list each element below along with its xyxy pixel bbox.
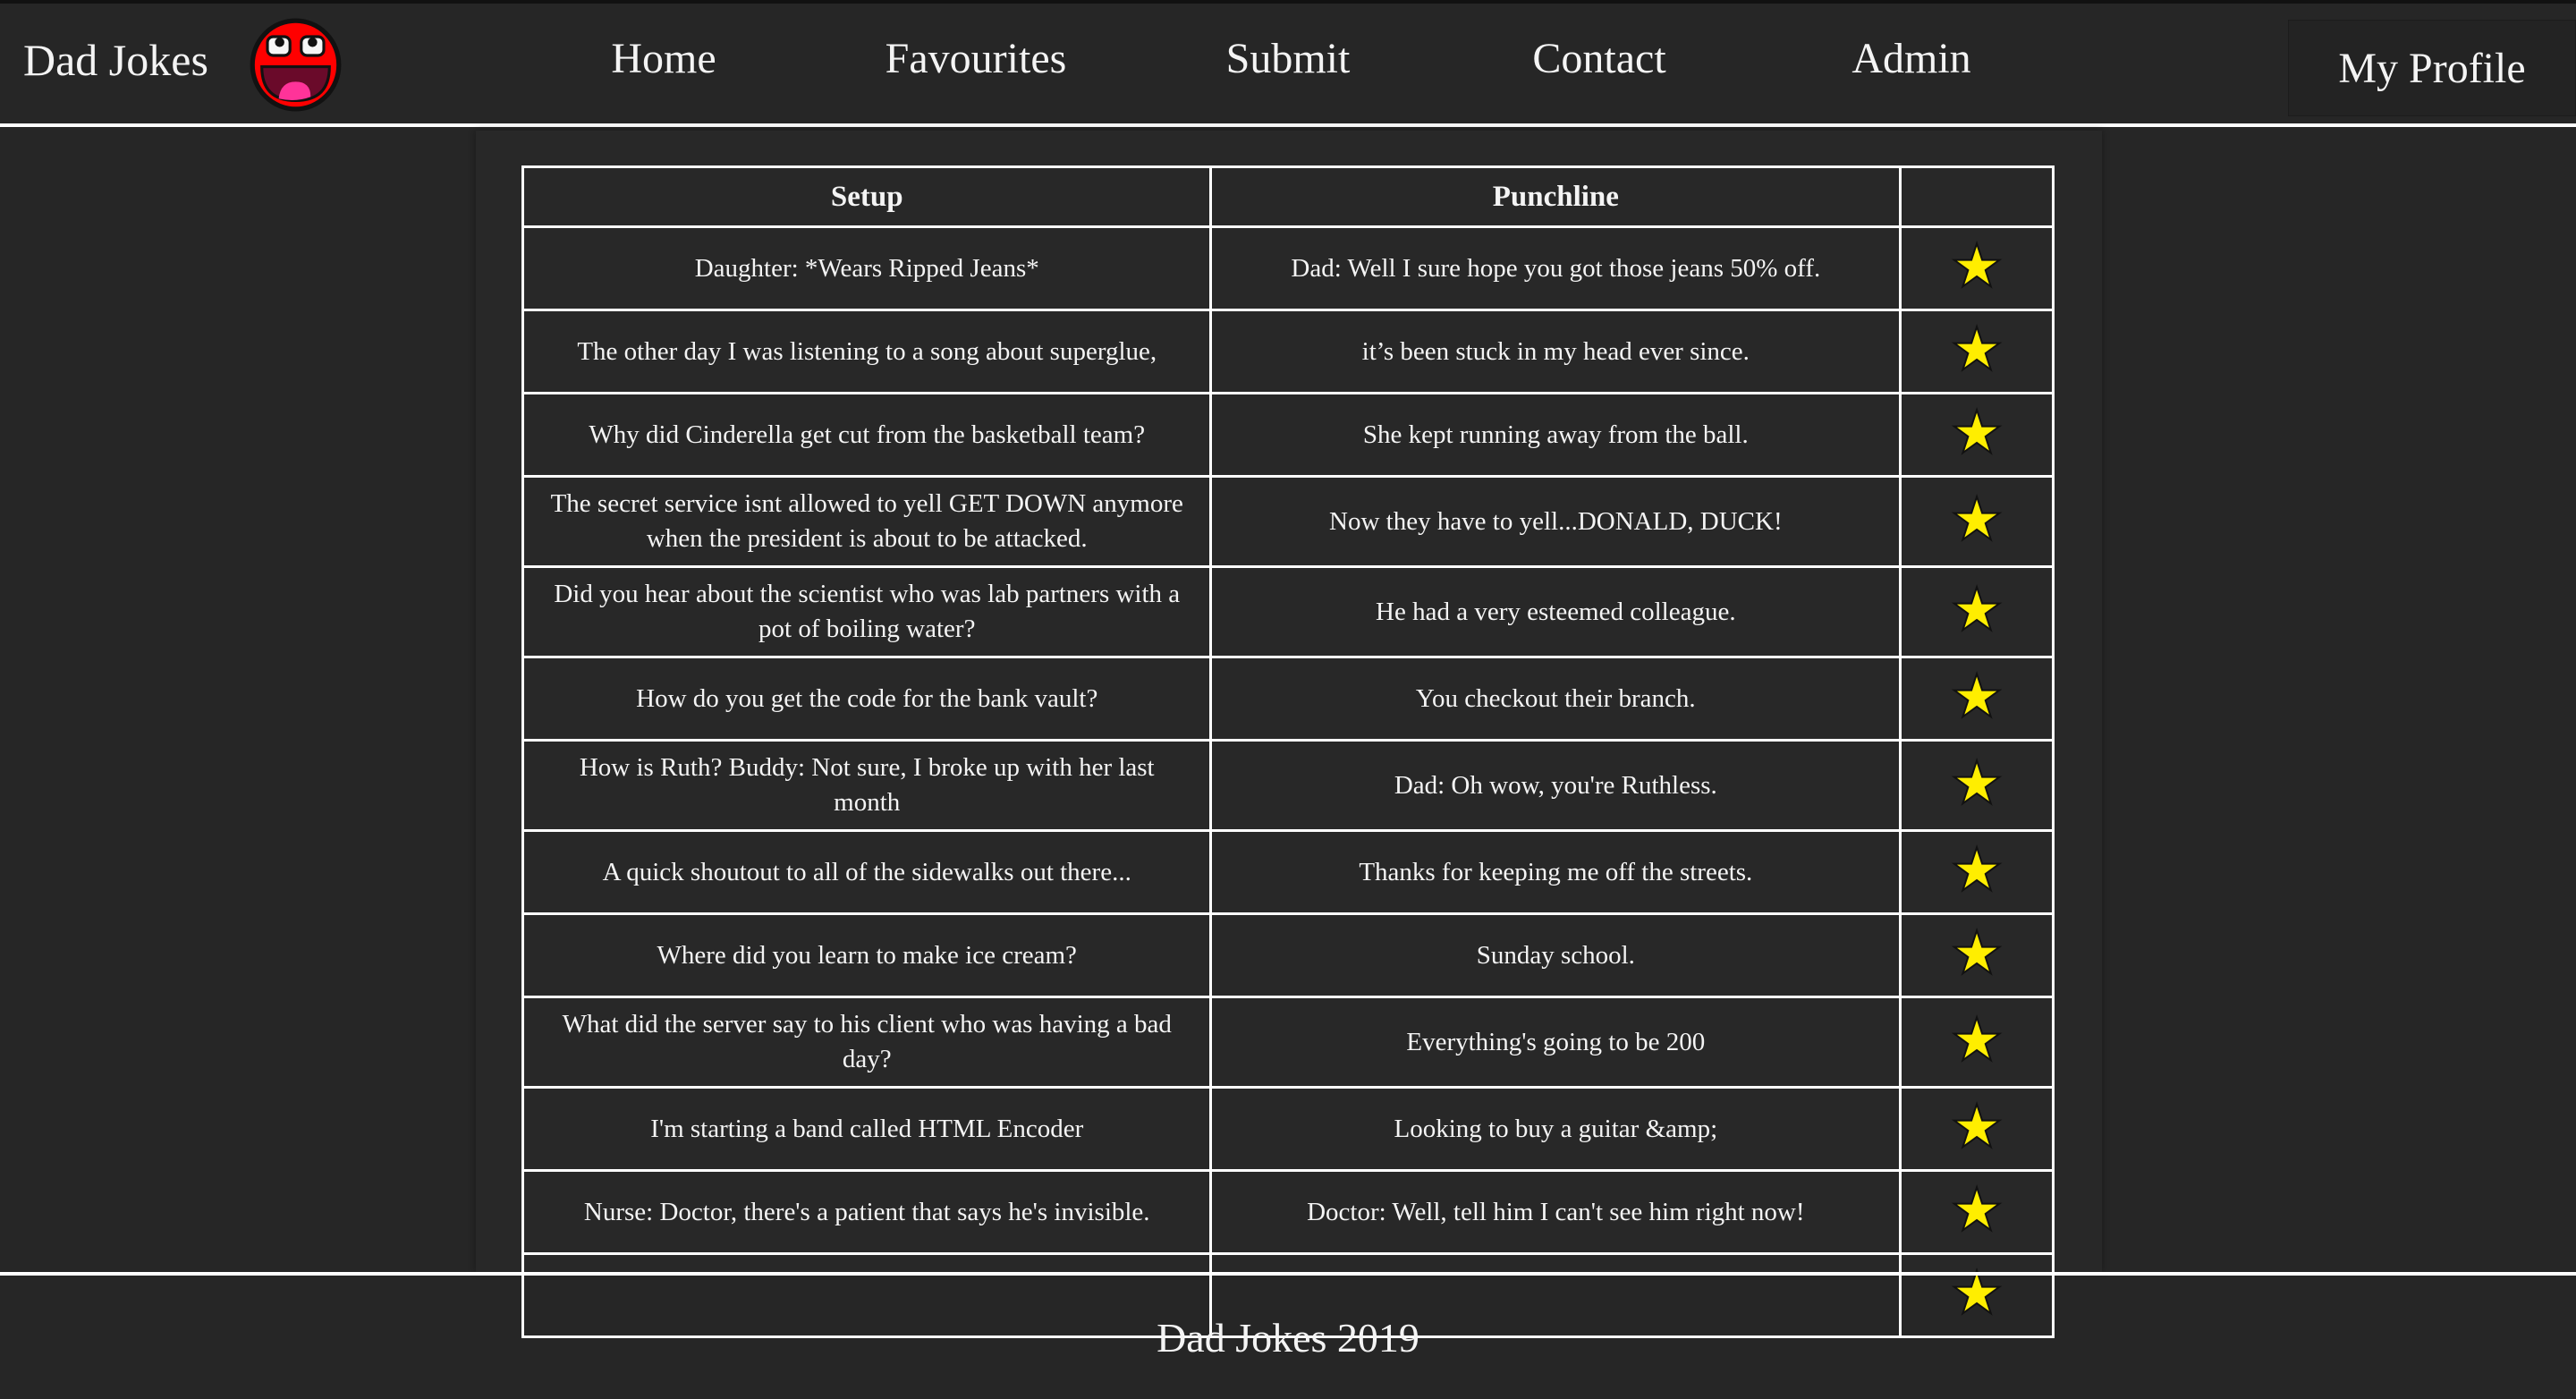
favourite-cell [1901,831,2054,914]
star-favourite-icon[interactable]: ★ [1950,1178,2004,1243]
favourite-cell [1901,1088,2054,1171]
setup-cell: I'm starting a band called HTML Encoder [523,1088,1211,1171]
punchline-cell: He had a very esteemed colleague. [1211,567,1901,657]
star-favourite-icon[interactable]: ★ [1950,1008,2004,1073]
setup-cell: The other day I was listening to a song about superglue, [523,310,1211,394]
favourite-cell [1901,741,2054,831]
favourite-cell [1901,1171,2054,1254]
favourite-cell [1901,914,2054,997]
setup-cell: A quick shoutout to all of the sidewalks out there... [523,831,1211,914]
setup-cell: Nurse: Doctor, there's a patient that says he's invisible. [523,1171,1211,1254]
punchline-cell: Thanks for keeping me off the streets. [1211,831,1901,914]
brand-title[interactable]: Dad Jokes [23,35,208,85]
favourite-cell [1901,394,2054,477]
table-row [523,394,2054,477]
nav-contact[interactable]: Contact [1532,35,1666,82]
favourite-cell [1901,477,2054,567]
navbar [0,4,2576,127]
punchline-cell: You checkout their branch. [1211,657,1901,741]
star-favourite-icon[interactable]: ★ [1950,401,2004,466]
star-favourite-icon[interactable]: ★ [1950,578,2004,643]
star-favourite-icon[interactable]: ★ [1950,318,2004,383]
favourite-cell [1901,657,2054,741]
star-favourite-icon[interactable]: ★ [1950,921,2004,987]
punchline-cell: Dad: Well I sure hope you got those jeans 50% off. [1211,227,1901,310]
awesome-face-logo-icon[interactable] [249,18,343,112]
star-favourite-icon[interactable]: ★ [1950,665,2004,730]
setup-cell: Where did you learn to make ice cream? [523,914,1211,997]
footer-text: Dad Jokes 2019 [1157,1314,1419,1361]
header-setup: Setup [523,167,1211,227]
table-row [523,310,2054,394]
punchline-cell: Looking to buy a guitar &amp; [1211,1088,1901,1171]
punchline-cell: Dad: Oh wow, you're Ruthless. [1211,741,1901,831]
nav-favourites[interactable]: Favourites [885,35,1067,82]
punchline-cell: it’s been stuck in my head ever since. [1211,310,1901,394]
punchline-cell: Doctor: Well, tell him I can't see him right now! [1211,1171,1901,1254]
table-row [523,741,2054,831]
star-favourite-icon[interactable]: ★ [1950,838,2004,903]
punchline-cell: Everything's going to be 200 [1211,997,1901,1088]
table-row [523,567,2054,657]
table-row [523,1171,2054,1254]
setup-cell: What did the server say to his client who was having a bad day? [523,997,1211,1088]
table-row [523,477,2054,567]
footer [0,1272,2576,1399]
star-favourite-icon[interactable]: ★ [1950,1261,2004,1327]
setup-cell: How do you get the code for the bank vault? [523,657,1211,741]
punchline-cell: Now they have to yell...DONALD, DUCK! [1211,477,1901,567]
setup-cell: How is Ruth? Buddy: Not sure, I broke up with her last month [523,741,1211,831]
my-profile-button[interactable]: My Profile [2288,20,2576,116]
nav-submit[interactable]: Submit [1225,35,1351,82]
header-punchline: Punchline [1211,167,1901,227]
header-favourite [1901,167,2054,227]
content-area[interactable] [0,131,2576,1327]
setup-cell: Did you hear about the scientist who was lab partners with a pot of boiling water? [523,567,1211,657]
nav-home[interactable]: Home [611,35,716,82]
table-header-row [523,167,2054,227]
favourite-cell [1901,227,2054,310]
table-row [523,914,2054,997]
table-row [523,1088,2054,1171]
table-row [523,997,2054,1088]
setup-cell: Daughter: *Wears Ripped Jeans* [523,227,1211,310]
star-favourite-icon[interactable]: ★ [1950,751,2004,817]
table-row [523,227,2054,310]
favourite-cell [1901,310,2054,394]
jokes-table [521,165,2055,1338]
favourite-cell [1901,567,2054,657]
star-favourite-icon[interactable]: ★ [1950,234,2004,300]
nav-admin[interactable]: Admin [1852,35,1971,82]
setup-cell: The secret service isnt allowed to yell GET DOWN anymore when the president is about to be attacked. [523,477,1211,567]
star-favourite-icon[interactable]: ★ [1950,488,2004,553]
table-row [523,657,2054,741]
table-row [523,831,2054,914]
setup-cell: Why did Cinderella get cut from the basketball team? [523,394,1211,477]
star-favourite-icon[interactable]: ★ [1950,1095,2004,1160]
punchline-cell: She kept running away from the ball. [1211,394,1901,477]
punchline-cell: Sunday school. [1211,914,1901,997]
favourite-cell [1901,997,2054,1088]
